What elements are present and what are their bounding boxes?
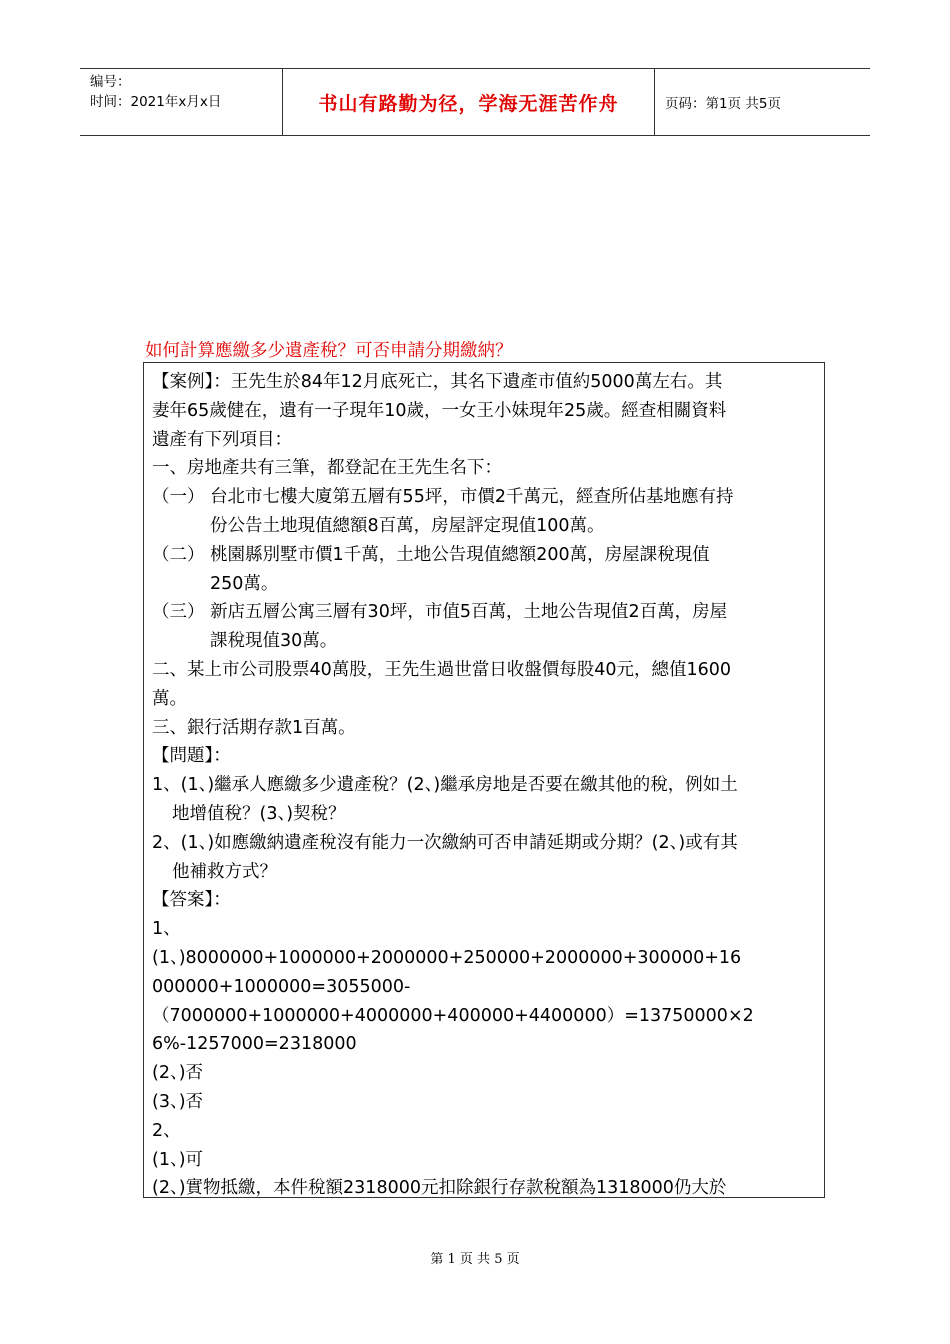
text-line: 6%-1257000=2318000	[152, 1034, 357, 1055]
text-line: 【案例】：王先生於84年12月底死亡，其名下遺產市值約5000萬左右。其	[152, 372, 723, 392]
text-line: 【問題】：	[152, 746, 231, 767]
text-line: 1、(1、)繼承人應繳多少遺產稅？(2、)繼承房地是否要在繳其他的稅，例如土	[152, 775, 738, 796]
text-line: 遺產有下列項目：	[152, 429, 292, 450]
page-footer: 第 1 页 共 5 页	[430, 1252, 520, 1267]
text-line: (1、)可	[152, 1149, 204, 1170]
text-line: 【答案】：	[152, 890, 231, 911]
text-line: 萬。	[152, 688, 187, 709]
text-line: 份公告土地現值總額8百萬，房屋評定現值100萬。	[210, 515, 605, 536]
text-line: (2、)實物抵繳，本件稅額2318000元扣除銀行存款稅額為1318000仍大於	[152, 1178, 727, 1198]
header-page-info: 页码：第1页 共5页	[665, 96, 781, 112]
time-label: 时间：2021年x月x日	[90, 94, 222, 110]
text-line: 二、某上市公司股票40萬股，王先生過世當日收盤價每股40元，總值1600	[152, 659, 732, 680]
text-line: 課稅現值30萬。	[210, 631, 338, 652]
text-line: 2、	[152, 1120, 181, 1141]
text-line: 000000+1000000=3055000-	[152, 976, 411, 997]
text-line: 妻年65歲健在，遺有一子現年10歲，一女王小妹現年25歲。經查相關資料	[152, 400, 727, 421]
text-line: 2、(1、)如應繳納遺產稅沒有能力一次繳納可否申請延期或分期？(2、)或有其	[152, 832, 738, 853]
text-line: （一） 台北市七樓大廈第五層有55坪，市價2千萬元，經查所佔基地應有持	[152, 487, 734, 508]
number-label: 编号：	[90, 74, 131, 90]
text-line: (3、)否	[152, 1091, 204, 1112]
text-line: （7000000+1000000+4000000+400000+4400000）=13750000×2	[152, 1005, 754, 1026]
text-line: 250萬。	[210, 573, 279, 594]
text-line: （二） 桃園縣別墅市價1千萬，土地公告現值總額200萬，房屋課稅現值	[152, 544, 710, 565]
page-header	[80, 68, 870, 136]
text-line: 一、房地產共有三筆，都登記在王先生名下：	[152, 458, 502, 479]
text-line: (1、)8000000+1000000+2000000+250000+2000000+300000+16	[152, 947, 742, 968]
text-line: (2、)否	[152, 1063, 204, 1084]
header-meta	[80, 69, 282, 135]
case-content-box	[143, 362, 825, 1198]
text-line: 他補救方式？	[172, 861, 277, 882]
header-motto: 书山有路勤为径，学海无涯苦作舟	[282, 69, 655, 135]
text-line: 1、	[152, 919, 181, 940]
document-title: 如何計算應繳多少遺產稅？可否申請分期繳納？	[145, 341, 513, 361]
text-line: 地增值稅？(3、)契稅？	[172, 803, 346, 824]
text-line: 三、銀行活期存款1百萬。	[152, 717, 356, 738]
text-line: （三） 新店五層公寓三層有30坪，市值5百萬，土地公告現值2百萬，房屋	[152, 602, 728, 623]
